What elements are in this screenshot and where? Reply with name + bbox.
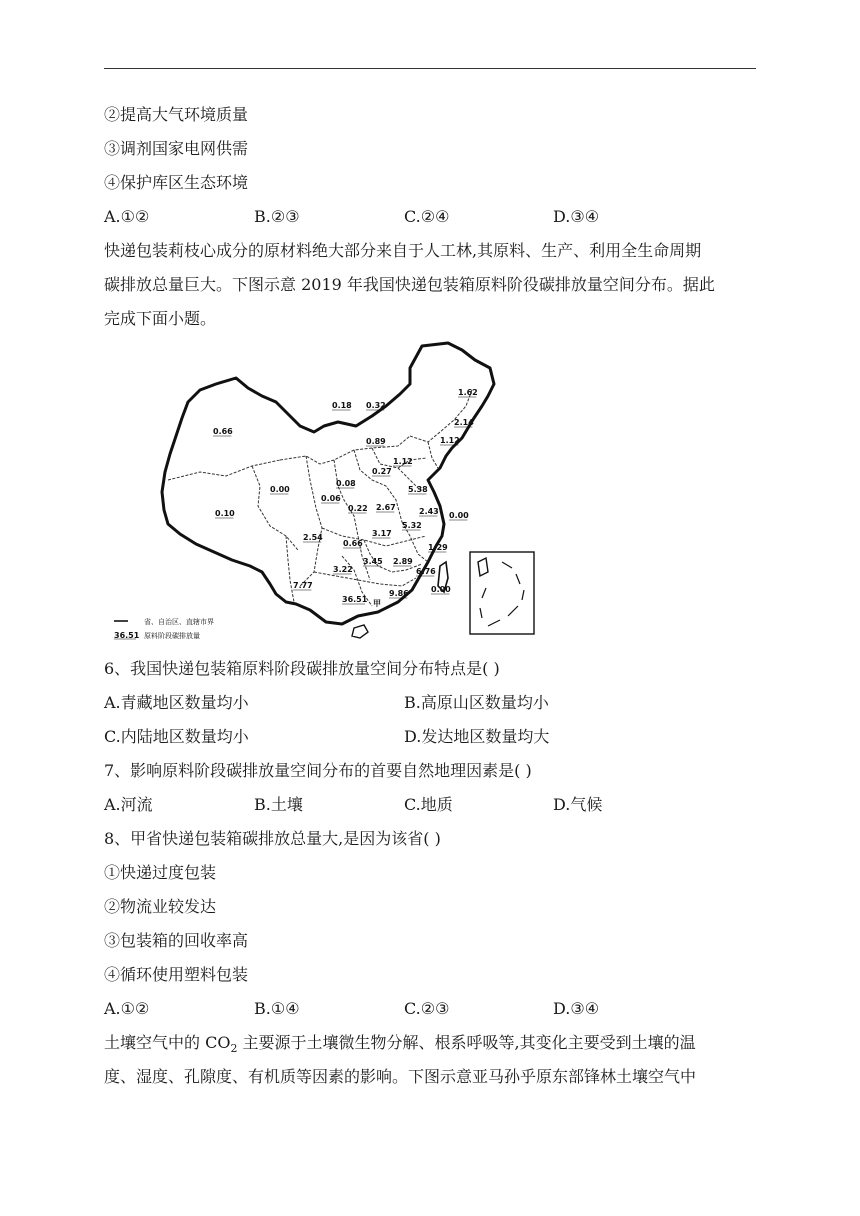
choice-a: A.①② <box>104 999 150 1018</box>
question-7-choices <box>104 794 756 816</box>
emission-value-label: 0.89 <box>366 437 386 446</box>
choice-c: C.地质 <box>404 795 453 814</box>
legend-value-text: 原料阶段碳排放量 <box>144 632 200 640</box>
emission-value-label: 0.08 <box>336 479 356 488</box>
choice-c: C.②③ <box>404 999 450 1018</box>
emission-value-label: 5.38 <box>408 485 428 494</box>
question-6-choices-2 <box>104 726 756 748</box>
choice-c: C.内陆地区数量均小 <box>104 727 249 746</box>
option-item-4: ④保护库区生态环境 <box>104 173 249 192</box>
emission-value-label: 0.66 <box>213 427 233 436</box>
question-8-item-4: ④循环使用塑料包装 <box>104 965 249 984</box>
south-china-sea-inset <box>470 552 534 634</box>
emission-value-label: 2.43 <box>419 507 439 516</box>
answer-choices-5 <box>104 206 756 228</box>
legend-value-sample: 36.51 <box>114 631 140 640</box>
emission-value-label: 0.18 <box>332 401 352 410</box>
choice-d: D.发达地区数量均大 <box>404 727 550 746</box>
choice-d: D.气候 <box>553 795 603 814</box>
choice-b: B.①④ <box>254 999 300 1018</box>
emission-value-label: 1.12 <box>393 457 413 466</box>
question-8-item-1: ①快递过度包装 <box>104 863 217 882</box>
question-7: 7、影响原料阶段碳排放量空间分布的首要自然地理因素是( ) <box>104 761 532 780</box>
intro-line-1: 快递包装莉枝心成分的原材料绝大部分来自于人工林,其原料、生产、利用全生命周期 <box>104 241 702 260</box>
choice-c: C.②④ <box>404 207 450 226</box>
emission-value-label: 0.00 <box>449 511 469 520</box>
question-8: 8、甲省快递包装箱碳排放总量大,是因为该省( ) <box>104 829 441 848</box>
choice-b: B.②③ <box>254 207 300 226</box>
choice-a: A.河流 <box>104 795 153 814</box>
intro-line-2: 碳排放总量巨大。下图示意 2019 年我国快递包装箱原料阶役碳排放量空间分布。据此 <box>104 275 715 294</box>
question-8-item-3: ③包装箱的回收率高 <box>104 931 249 950</box>
emission-value-label: 0.00 <box>431 585 451 594</box>
china-outline <box>162 343 494 624</box>
soil-intro-line-1: 土壤空气中的 $CO_2$ 主要源于土壤微生物分解、根系呼吸等,其变化主要受到土壤的温 <box>104 1033 696 1056</box>
legend-boundary-text: 省、自治区、直辖市界 <box>144 618 214 626</box>
hainan-island <box>352 625 368 638</box>
emission-value-label: 3.22 <box>333 565 353 574</box>
china-emission-map <box>110 340 558 640</box>
option-item-3: ③调剂国家电网供需 <box>104 139 249 158</box>
emission-value-label: 0.27 <box>372 467 392 476</box>
emission-value-label: 2.89 <box>393 557 413 566</box>
choice-a: A.①② <box>104 207 150 226</box>
emission-value-label: 0.00 <box>270 485 290 494</box>
question-6: 6、我国快递包装箱原料阶段碳排放量空间分布特点是( ) <box>104 659 500 678</box>
emission-value-label: 0.06 <box>321 494 341 503</box>
emission-value-label: 7.77 <box>293 581 313 590</box>
emission-value-label: 9.86 <box>389 589 409 598</box>
choice-d: D.③④ <box>553 999 600 1018</box>
choice-d: D.③④ <box>553 207 600 226</box>
choice-b: B.高原山区数量均小 <box>404 693 549 712</box>
emission-value-label: 甲 <box>373 599 381 608</box>
emission-value-label: 3.17 <box>372 529 392 538</box>
subscript-2: 2 <box>230 1042 238 1056</box>
header-rule <box>104 68 756 69</box>
emission-value-label: 2.67 <box>376 503 396 512</box>
question-8-choices <box>104 998 756 1020</box>
emission-value-label: 0.32 <box>366 401 386 410</box>
emission-value-label: 0.10 <box>215 509 235 518</box>
map-legend <box>114 617 214 640</box>
emission-value-label: 6.76 <box>416 567 436 576</box>
choice-b: B.土壤 <box>254 795 303 814</box>
emission-value-label: 36.51 <box>342 595 368 604</box>
question-8-item-2: ②物流业较发达 <box>104 897 217 916</box>
emission-value-label: 2.14 <box>454 418 474 427</box>
emission-value-label: 1.12 <box>440 436 460 445</box>
emission-value-label: 1.62 <box>458 388 478 397</box>
question-6-choices-1 <box>104 692 756 714</box>
emission-value-label: 0.66 <box>343 539 363 548</box>
emission-value-label: 3.45 <box>363 557 383 566</box>
intro-line-3: 完成下面小题。 <box>104 309 217 328</box>
emission-value-label: 2.54 <box>303 533 323 542</box>
option-item-2: ②提高大气环境质量 <box>104 105 249 124</box>
soil-intro-line-2: 度、湿度、孔隙度、有机质等因素的影响。下图示意亚马孙乎原东部锋林土壤空气中 <box>104 1067 697 1086</box>
emission-value-label: 5.32 <box>402 521 422 530</box>
emission-value-label: 1.29 <box>428 543 448 552</box>
choice-a: A.青藏地区数量均小 <box>104 693 249 712</box>
emission-value-label: 0.22 <box>348 504 368 513</box>
